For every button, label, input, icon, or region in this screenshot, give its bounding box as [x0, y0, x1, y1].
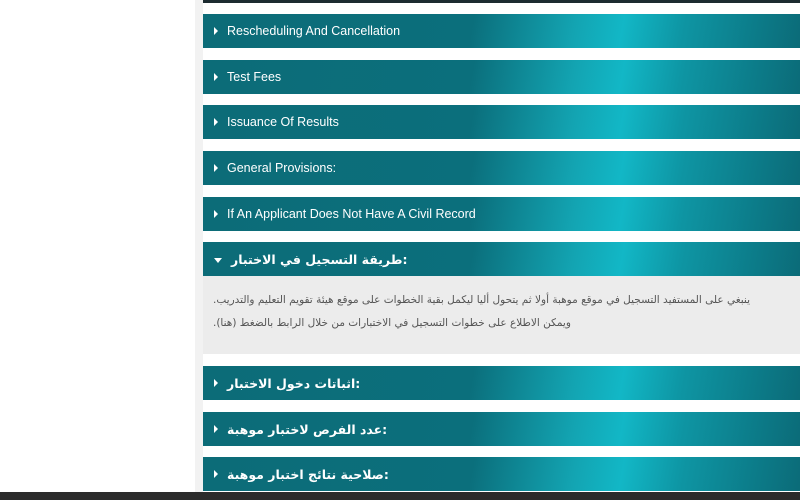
accordion-header-attempt-count[interactable] [203, 412, 800, 446]
accordion-title: صلاحية نتائج اختبار موهبة: [227, 466, 389, 482]
accordion-header-no-civil-record[interactable] [203, 197, 800, 231]
accordion-header-test-fees[interactable] [203, 60, 800, 94]
caret-right-icon [214, 470, 218, 478]
caret-down-icon [214, 258, 222, 263]
accordion-title: اثباتات دخول الاختبار: [227, 375, 361, 391]
left-blank-area [0, 0, 195, 500]
accordion-title: If An Applicant Does Not Have A Civil Record [227, 207, 476, 221]
accordion-header-results-validity[interactable] [203, 457, 800, 491]
accordion-title: Issuance Of Results [227, 115, 339, 129]
panel-text-line: ينبغي على المستفيد التسجيل في موقع موهبة أولا ثم يتحول أليا ليكمل بقية الخطوات على موقع هيئة تقويم التعليم والتدريب. [213, 294, 751, 306]
accordion-title: عدد الفرص لاختبار موهبة: [227, 421, 388, 437]
caret-right-icon [214, 73, 218, 81]
accordion-title: General Provisions: [227, 161, 337, 175]
accordion-header-rescheduling[interactable] [203, 14, 800, 48]
caret-right-icon [214, 164, 218, 172]
accordion-panel-registration-method [203, 276, 800, 354]
caret-right-icon [214, 118, 218, 126]
accordion-title: Test Fees [227, 70, 282, 84]
caret-right-icon [214, 210, 218, 218]
accordion-title: طريقة التسجيل في الاختبار: [231, 251, 408, 267]
top-border [203, 0, 800, 3]
accordion-header-entry-proofs[interactable] [203, 366, 800, 400]
caret-right-icon [214, 27, 218, 35]
accordion-header-registration-method[interactable] [203, 242, 800, 276]
bottom-border [0, 492, 800, 500]
accordion-header-issuance-of-results[interactable] [203, 105, 800, 139]
accordion-title: Rescheduling And Cancellation [227, 24, 401, 38]
faq-accordion [203, 0, 800, 492]
left-gutter [195, 0, 203, 500]
caret-right-icon [214, 425, 218, 433]
panel-text-line-with-link[interactable]: ويمكن الاطلاع على خطوات التسجيل في الاختبارات من خلال الرابط بالضغط (هنا). [213, 317, 571, 329]
accordion-header-general-provisions[interactable] [203, 151, 800, 185]
caret-right-icon [214, 379, 218, 387]
